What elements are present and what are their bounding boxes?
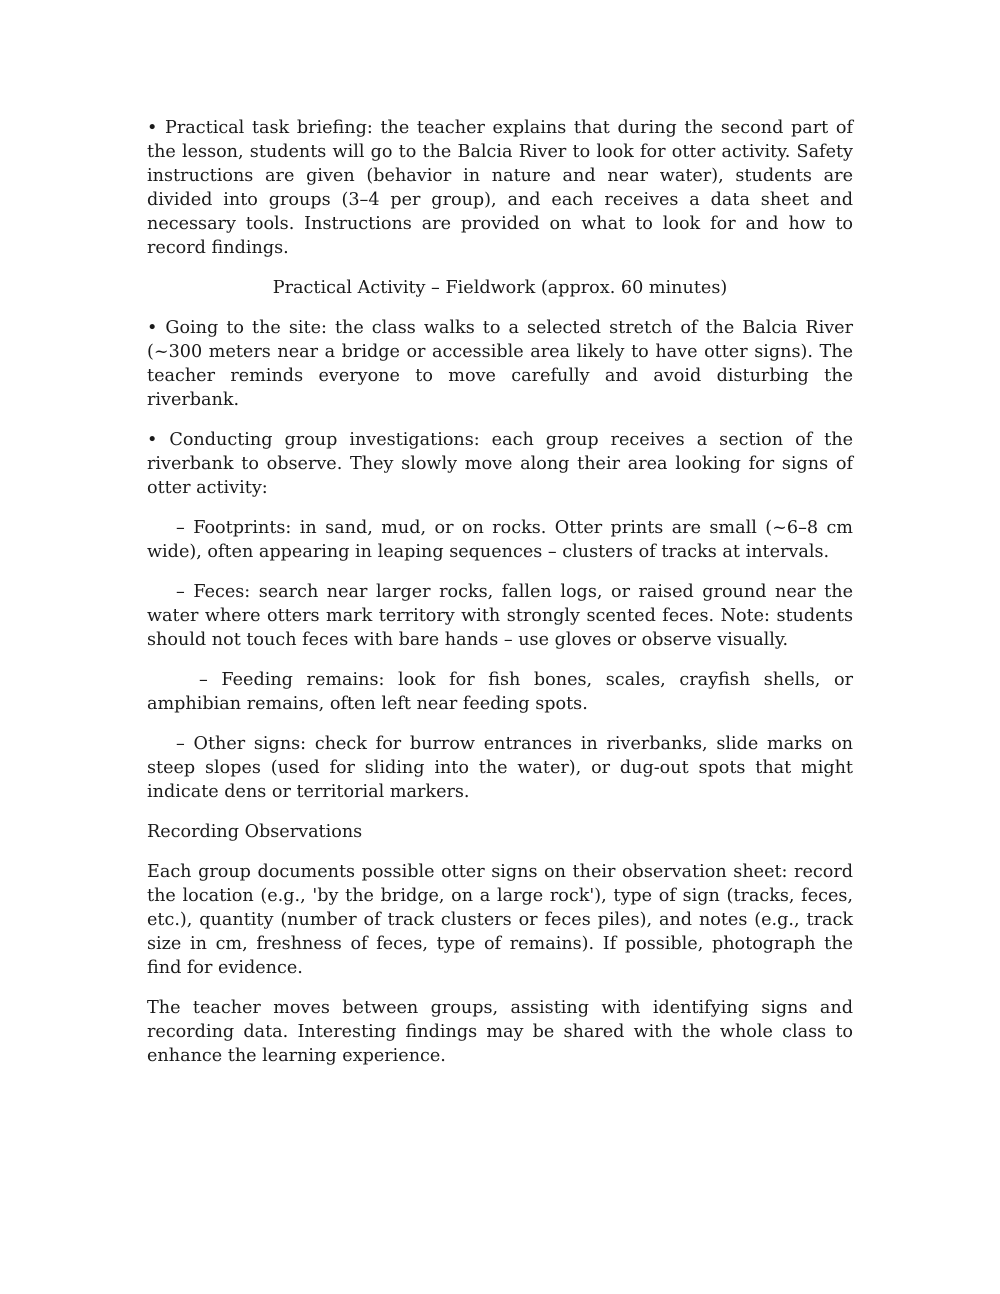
list-item-feces: – Feces: search near larger rocks, fallen logs, or raised ground near the water where otters mark territory with strongly scented feces. Note: students should not touch feces with bare hands – use gloves or observe visually. <box>147 582 853 650</box>
paragraph-group-investigations: • Conducting group investigations: each group receives a section of the riverbank to observe. They slowly move along their area looking for signs of otter activity: <box>147 430 853 498</box>
section-heading-fieldwork: Practical Activity – Fieldwork (approx. 60 minutes) <box>272 278 728 298</box>
list-item-feeding-remains: – Feeding remains: look for fish bones, scales, crayfish shells, or amphibian remains, often left near feeding spots. <box>147 670 853 714</box>
paragraph-going-to-site: • Going to the site: the class walks to a selected stretch of the Balcia River (~300 meters near a bridge or accessible area likely to have otter signs). The teacher reminds everyone to move carefully and avoid disturbing the riverbank. <box>147 318 853 410</box>
paragraph-briefing: • Practical task briefing: the teacher explains that during the second part of the lesson, students will go to the Balcia River to look for otter activity. Safety instructions are given (behavior in nature and near water), students are divided into groups (3–4 per group), and each receives a data sheet and necessary tools. Instructions are provided on what to look for and how to record findings. <box>147 118 853 258</box>
paragraph-teacher-moves: The teacher moves between groups, assisting with identifying signs and recording data. Interesting findings may be shared with the whole class to enhance the learning experience. <box>147 998 853 1066</box>
paragraph-recording-body: Each group documents possible otter signs on their observation sheet: record the location (e.g., 'by the bridge, on a large rock'), type of sign (tracks, feces, etc.), quantity (number of track clusters or feces piles), and notes (e.g., track size in cm, freshness of feces, type of remains). If possible, photograph the find for evidence. <box>147 862 853 978</box>
document-page <box>147 116 853 1084</box>
list-item-other-signs: – Other signs: check for burrow entrances in riverbanks, slide marks on steep slopes (used for sliding into the water), or dug-out spots that might indicate dens or territorial markers. <box>147 734 853 802</box>
list-item-footprints: – Footprints: in sand, mud, or on rocks. Otter prints are small (~6–8 cm wide), often appearing in leaping sequences – clusters of tracks at intervals. <box>147 518 853 562</box>
section-heading-recording: Recording Observations <box>147 822 363 842</box>
